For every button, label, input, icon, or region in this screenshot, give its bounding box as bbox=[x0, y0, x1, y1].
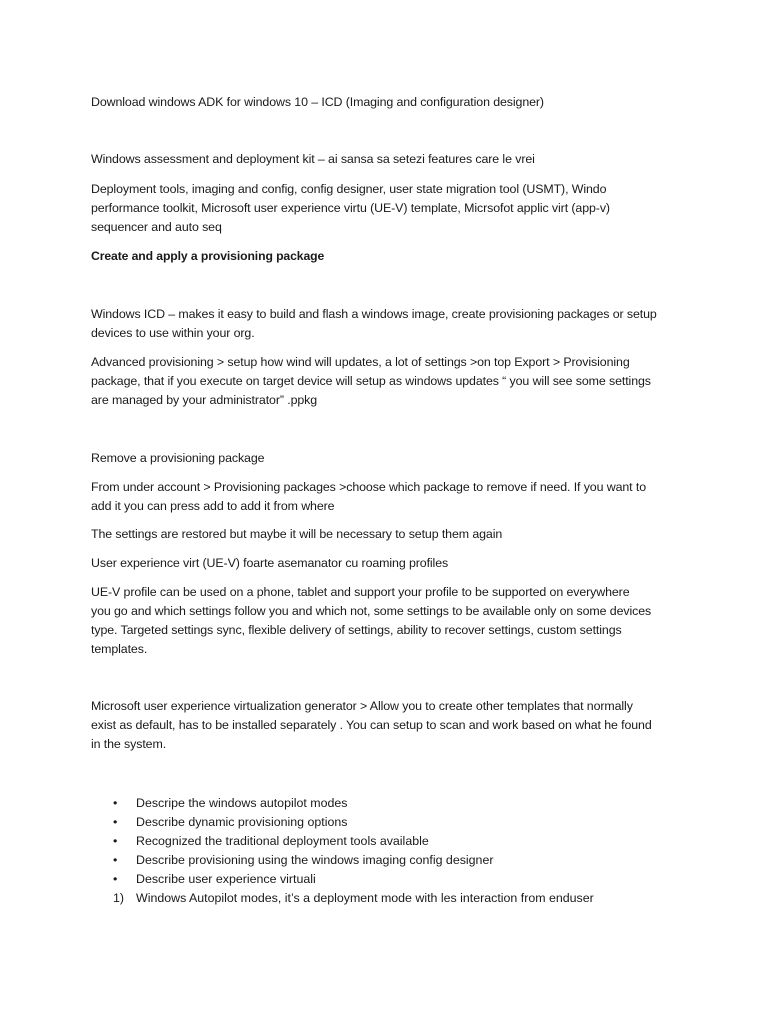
text-line: Windows assessment and deployment kit – ai sansa sa setezi features care le vrei bbox=[91, 152, 535, 166]
bullet-icon: • bbox=[113, 834, 118, 848]
list-item: Recognized the traditional deployment tools available bbox=[136, 834, 429, 848]
bullet-icon: • bbox=[113, 815, 118, 829]
text-line: are managed by your administrator” .ppkg bbox=[91, 393, 318, 407]
list-item: Describe dynamic provisioning options bbox=[136, 815, 348, 829]
text-line: From under account > Provisioning packages >choose which package to remove if need. If you want to bbox=[91, 480, 646, 494]
text-line: add it you can press add to add it from where bbox=[91, 499, 335, 513]
list-item: Descripe the windows autopilot modes bbox=[136, 796, 348, 810]
text-line: The settings are restored but maybe it will be necessary to setup them again bbox=[91, 527, 503, 541]
bullet-icon: • bbox=[113, 853, 118, 867]
text-line: Advanced provisioning > setup how wind will updates, a lot of settings >on top Export > Provisioning bbox=[91, 355, 630, 369]
bullet-icon: • bbox=[113, 872, 118, 886]
list-item: Describe user experience virtuali bbox=[136, 872, 316, 886]
text-line: templates. bbox=[91, 642, 148, 656]
text-line: in the system. bbox=[91, 737, 167, 751]
text-line: Remove a provisioning package bbox=[91, 451, 265, 465]
text-line: sequencer and auto seq bbox=[91, 220, 222, 234]
text-line: User experience virt (UE-V) foarte asemanator cu roaming profiles bbox=[91, 556, 449, 570]
list-number: 1) bbox=[113, 891, 125, 905]
text-line: Download windows ADK for windows 10 – ICD (Imaging and configuration designer) bbox=[91, 95, 544, 109]
text-line: you go and which settings follow you and which not, some settings to be available only on some devices bbox=[91, 604, 652, 618]
text-line: type. Targeted settings sync, flexible delivery of settings, ability to recover settings, custom settings bbox=[91, 623, 622, 637]
text-line: package, that if you execute on target device will setup as windows updates “ you will see some settings bbox=[91, 374, 651, 388]
list-item: Describe provisioning using the windows imaging config designer bbox=[136, 853, 494, 867]
text-line: performance toolkit, Microsoft user experience virtu (UE-V) template, Micrsofot applic virt (app-v) bbox=[91, 201, 610, 215]
text-line: exist as default, has to be installed separately . You can setup to scan and work based on what he found bbox=[91, 718, 652, 732]
text-line: devices to use within your org. bbox=[91, 326, 255, 340]
section-heading: Create and apply a provisioning package bbox=[91, 249, 325, 263]
text-line: UE-V profile can be used on a phone, tablet and support your profile to be supported on everywhere bbox=[91, 585, 630, 599]
text-line: Microsoft user experience virtualization generator > Allow you to create other templates that normally bbox=[91, 699, 633, 713]
text-line: Windows ICD – makes it easy to build and flash a windows image, create provisioning packages or setup bbox=[91, 307, 657, 321]
text-line: Deployment tools, imaging and config, config designer, user state migration tool (USMT), Windo bbox=[91, 182, 607, 196]
bullet-icon: • bbox=[113, 796, 118, 810]
list-item: Windows Autopilot modes, it’s a deployment mode with les interaction from enduser bbox=[136, 891, 594, 905]
